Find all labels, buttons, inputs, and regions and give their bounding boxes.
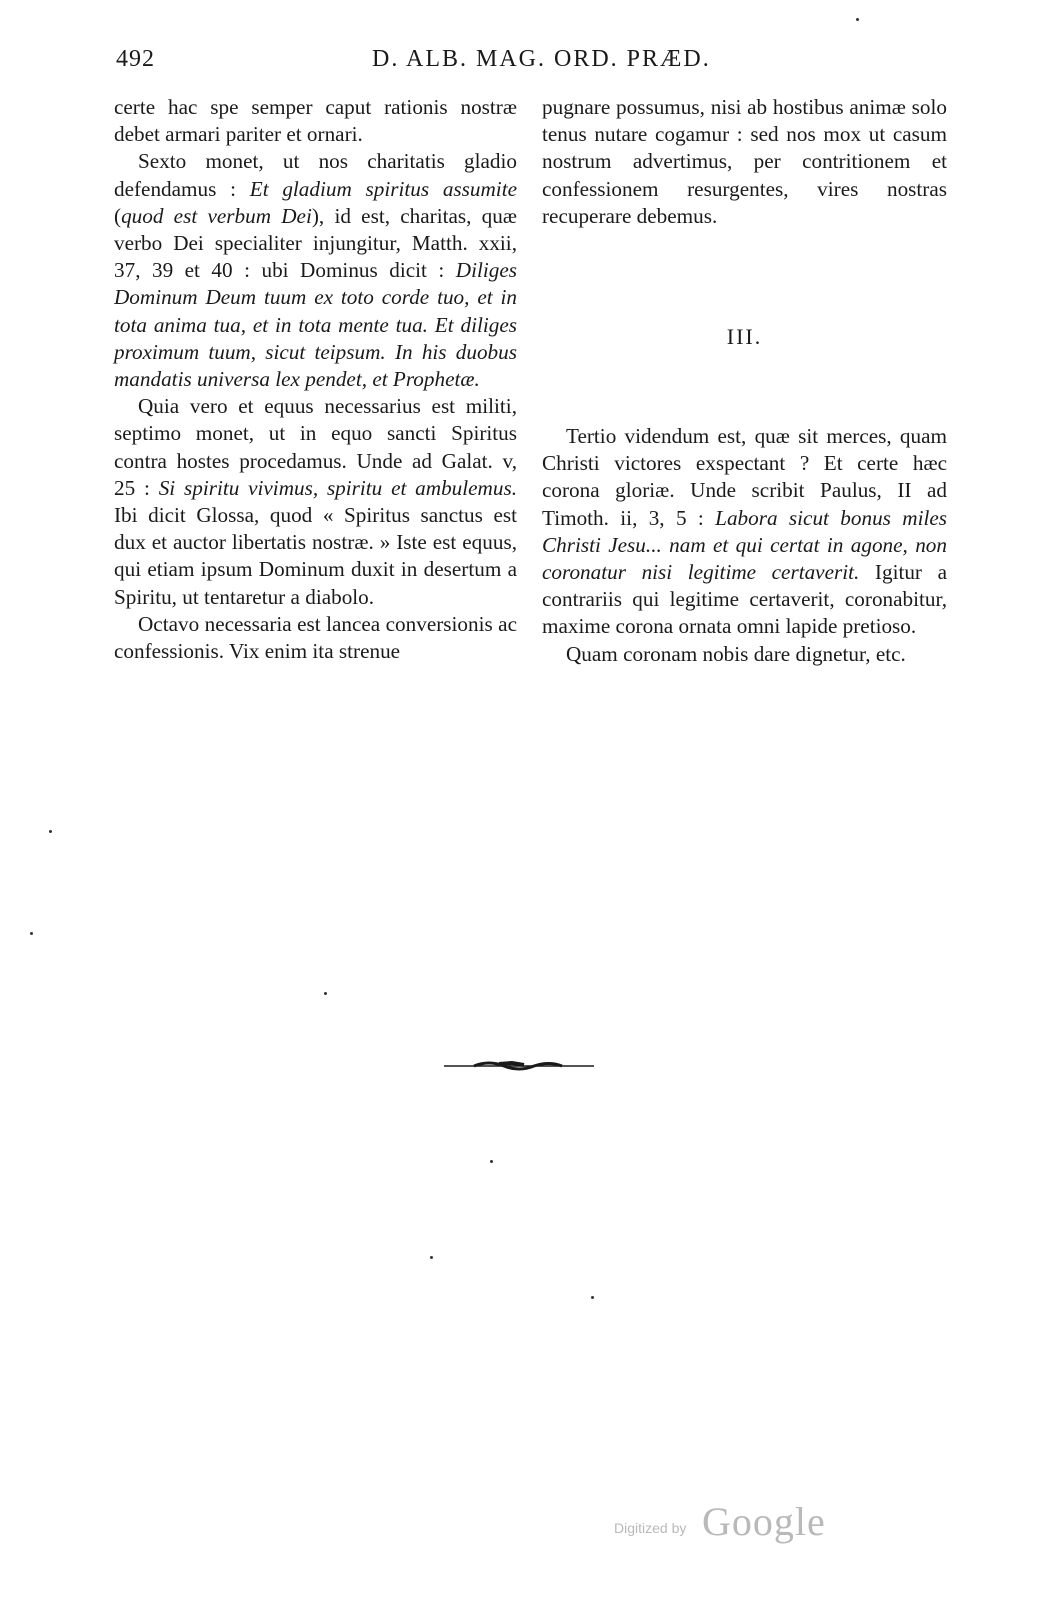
paragraph: Sexto monet, ut nos charitatis gladio defendamus : Et gladium spiritus assumite (quod est verbum Dei), id est, charitas, quæ verbo Dei specialiter injungitur, Matth. xxii, 37, 39 et 40 : ubi Dominus dicit : Diliges Dominum Deum tuum ex toto corde tuo, et in tota anima tua, et in tota mente tua. Et diliges proximum tuum, sicut teipsum. In his duobus mandatis universa lex pendet, et Prophetæ. (114, 149, 517, 392)
digitized-watermark (614, 1500, 844, 1550)
paragraph: Quia vero et equus necessarius est militi, septimo monet, ut in equo sancti Spiritus contra hostes procedamus. Unde ad Galat. v, 25 : Si spiritu vivimus, spiritu et ambulemus. Ibi dicit Glossa, quod « Spiritus sanctus est dux et auctor libertatis nostræ. » Iste est equus, qui etiam ipsum Dominum duxit in desertum a Spiritu, ut tentaretur a diabolo. (114, 394, 517, 609)
section-heading: III. (726, 324, 763, 349)
paragraph: Tertio videndum est, quæ sit merces, quam Christi victores exspectant ? Et certe hæc corona gloriæ. Unde scribit Paulus, II ad Timoth. ii, 3, 5 : Labora sicut bonus miles Christi Jesu... nam et qui certat in agone, non coronatur nisi legitime certaverit. Igitur a contrariis qui legitime certaverit, coronabitur, maxime corona ornata omni lapide pretioso. (542, 424, 948, 639)
paragraph: certe hac spe semper caput rationis nostræ debet armari pariter et ornari. (114, 95, 517, 147)
watermark-text: Digitized by (614, 1520, 687, 1536)
right-column (542, 94, 947, 230)
scan-speck (30, 932, 33, 935)
right-column-section-3 (542, 423, 947, 668)
running-title: D. ALB. MAG. ORD. PRÆD. (372, 46, 711, 72)
end-ornament-icon (444, 1058, 594, 1072)
scan-speck (490, 1160, 493, 1163)
paragraph: Quam coronam nobis dare dignetur, etc. (566, 641, 906, 666)
running-header (110, 46, 960, 80)
scan-speck (591, 1296, 594, 1299)
scan-speck (324, 992, 327, 995)
scan-speck (49, 830, 52, 833)
page-number: 492 (116, 46, 155, 72)
scan-speck (856, 18, 859, 21)
left-column (114, 94, 517, 665)
google-logo: Google (702, 1499, 826, 1544)
paragraph: pugnare possumus, nisi ab hostibus animæ solo tenus nutare cogamur : sed nos mox ut casum nostrum advertimus, per contritionem et confessionem resurgentes, vires nostras recuperare debemus. (542, 95, 947, 228)
paragraph: Octavo necessaria est lancea conversionis ac confessionis. Vix enim ita strenue (114, 611, 517, 664)
scan-speck (430, 1256, 433, 1259)
